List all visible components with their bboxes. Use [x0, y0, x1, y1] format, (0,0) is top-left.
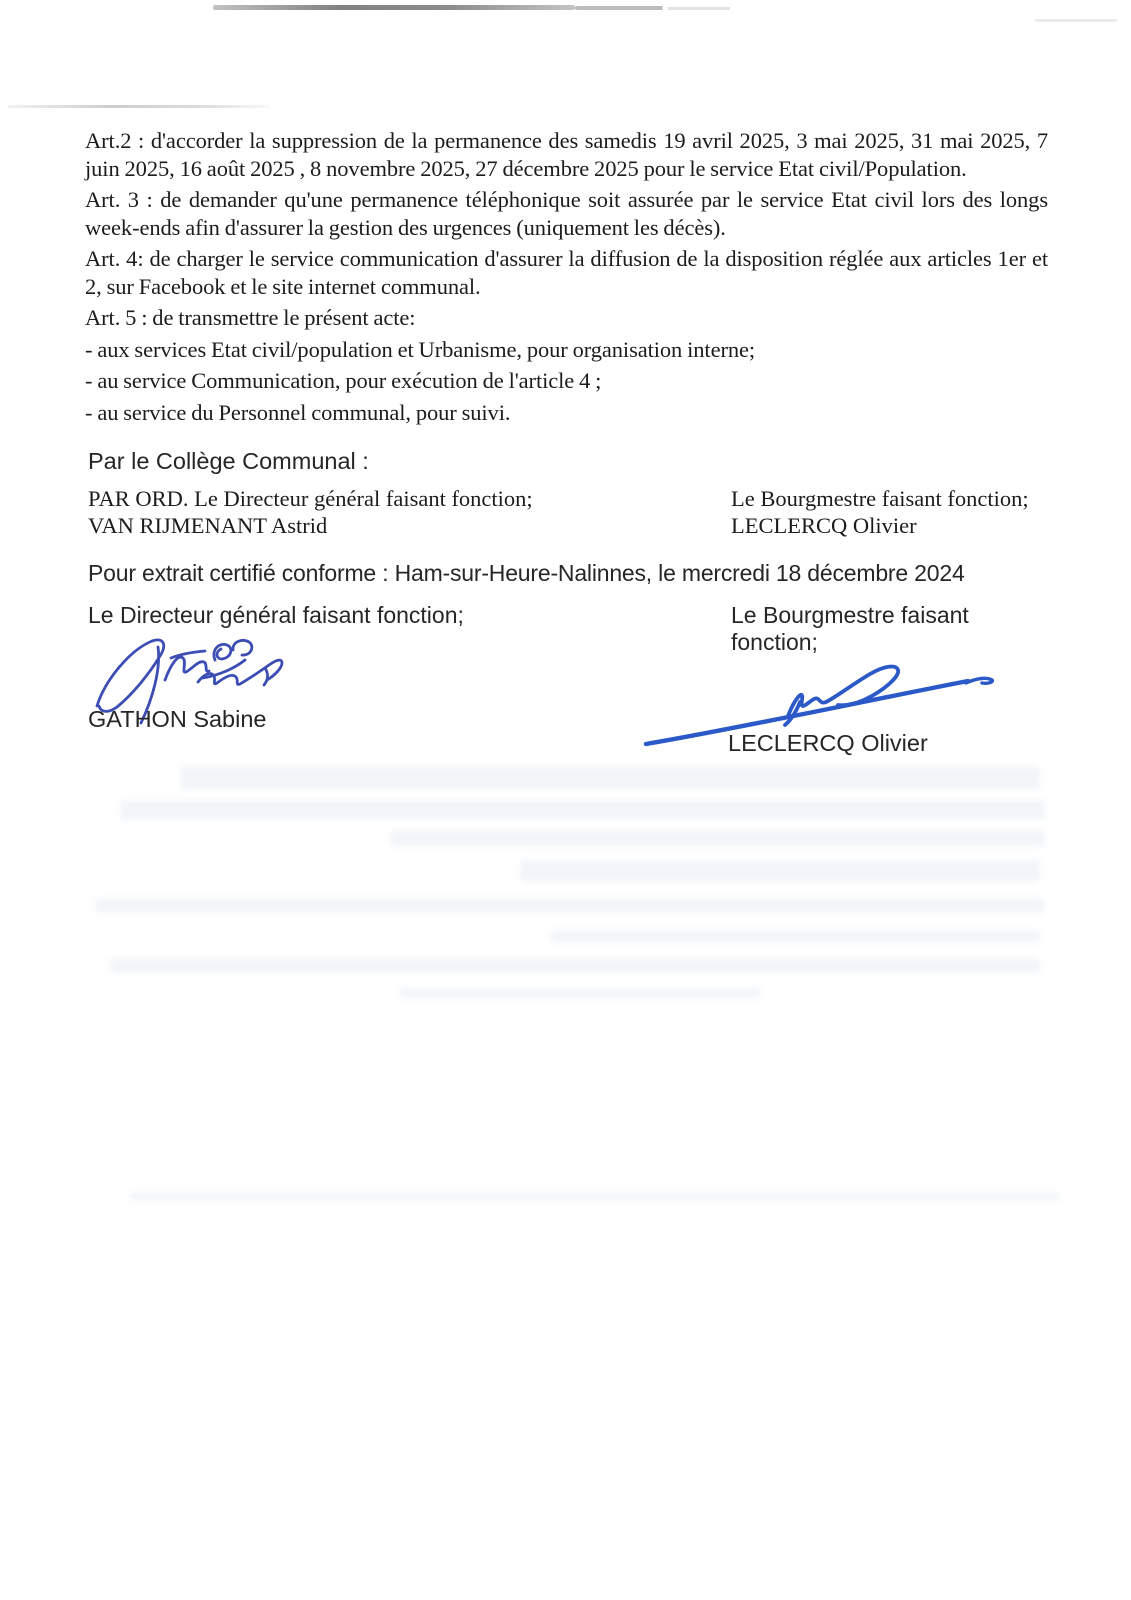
- scan-artifact-left: [8, 105, 270, 108]
- scan-artifact-top: [668, 7, 730, 10]
- article-4: Art. 4: de charger le service communication d'assurer la diffusion de la disposition réglée aux articles 1er et 2, sur Facebook et le site internet communal.: [85, 246, 1048, 299]
- article-5-item: - aux services Etat civil/population et Urbanisme, pour organisation interne;: [85, 336, 756, 362]
- article-2: Art.2 : d'accorder la suppression de la permanence des samedis 19 avril 2025, 3 mai 2025, 31 mai 2025, 7 juin 2025, 16 août 2025 , 8 novembre 2025, 27 décembre 2025 pour le service Etat civil/Population.: [85, 128, 1048, 181]
- bleed-through-ghost: [550, 930, 1040, 943]
- signature-right-name: LECLERCQ Olivier: [728, 730, 928, 756]
- bleed-through-ghost: [95, 898, 1045, 913]
- bleed-through-ghost: [110, 958, 1040, 973]
- article-5-item: - au service Communication, pour exécution de l'article 4 ;: [85, 368, 602, 393]
- signature-left-title: Le Directeur général faisant fonction;: [88, 602, 464, 628]
- article-5: Art. 5 : de transmettre le présent acte:: [85, 305, 416, 330]
- ordinance-left-name: VAN RIJMENANT Astrid: [88, 513, 328, 538]
- bleed-through-ghost: [520, 860, 1040, 882]
- bleed-through-ghost: [400, 988, 760, 999]
- scan-artifact-top: [575, 6, 663, 10]
- certification-line: Pour extrait certifié conforme : Ham-sur-Heure-Nalinnes, le mercredi 18 décembre 2024: [88, 560, 965, 586]
- bleed-through-ghost: [390, 830, 1045, 847]
- ordinance-right-title: Le Bourgmestre faisant fonction;: [731, 486, 1029, 511]
- ordinance-left-column: [88, 485, 713, 539]
- signature-left-name: GATHON Sabine: [88, 706, 267, 732]
- scan-artifact-top: [213, 5, 575, 10]
- bleed-through-ghost: [180, 766, 1040, 790]
- ordinance-left-title: PAR ORD. Le Directeur général faisant fonction;: [88, 486, 533, 511]
- bleed-through-ghost: [120, 800, 1045, 820]
- article-3: Art. 3 : de demander qu'une permanence téléphonique soit assurée par le service Etat civil lors des longs week-ends afin d'assurer la gestion des urgences (uniquement les décès).: [85, 187, 1048, 240]
- bleed-through-ghost: [130, 1192, 1060, 1201]
- ordinance-right-column: [731, 485, 1126, 539]
- scan-artifact-top-right: [1035, 19, 1117, 22]
- signature-right-title: Le Bourgmestre faisant fonction;: [731, 602, 969, 655]
- ordinance-right-name: LECLERCQ Olivier: [731, 513, 917, 538]
- article-5-item: - au service du Personnel communal, pour suivi.: [85, 399, 511, 425]
- articles-section: [85, 127, 1048, 430]
- college-heading: Par le Collège Communal :: [88, 448, 369, 474]
